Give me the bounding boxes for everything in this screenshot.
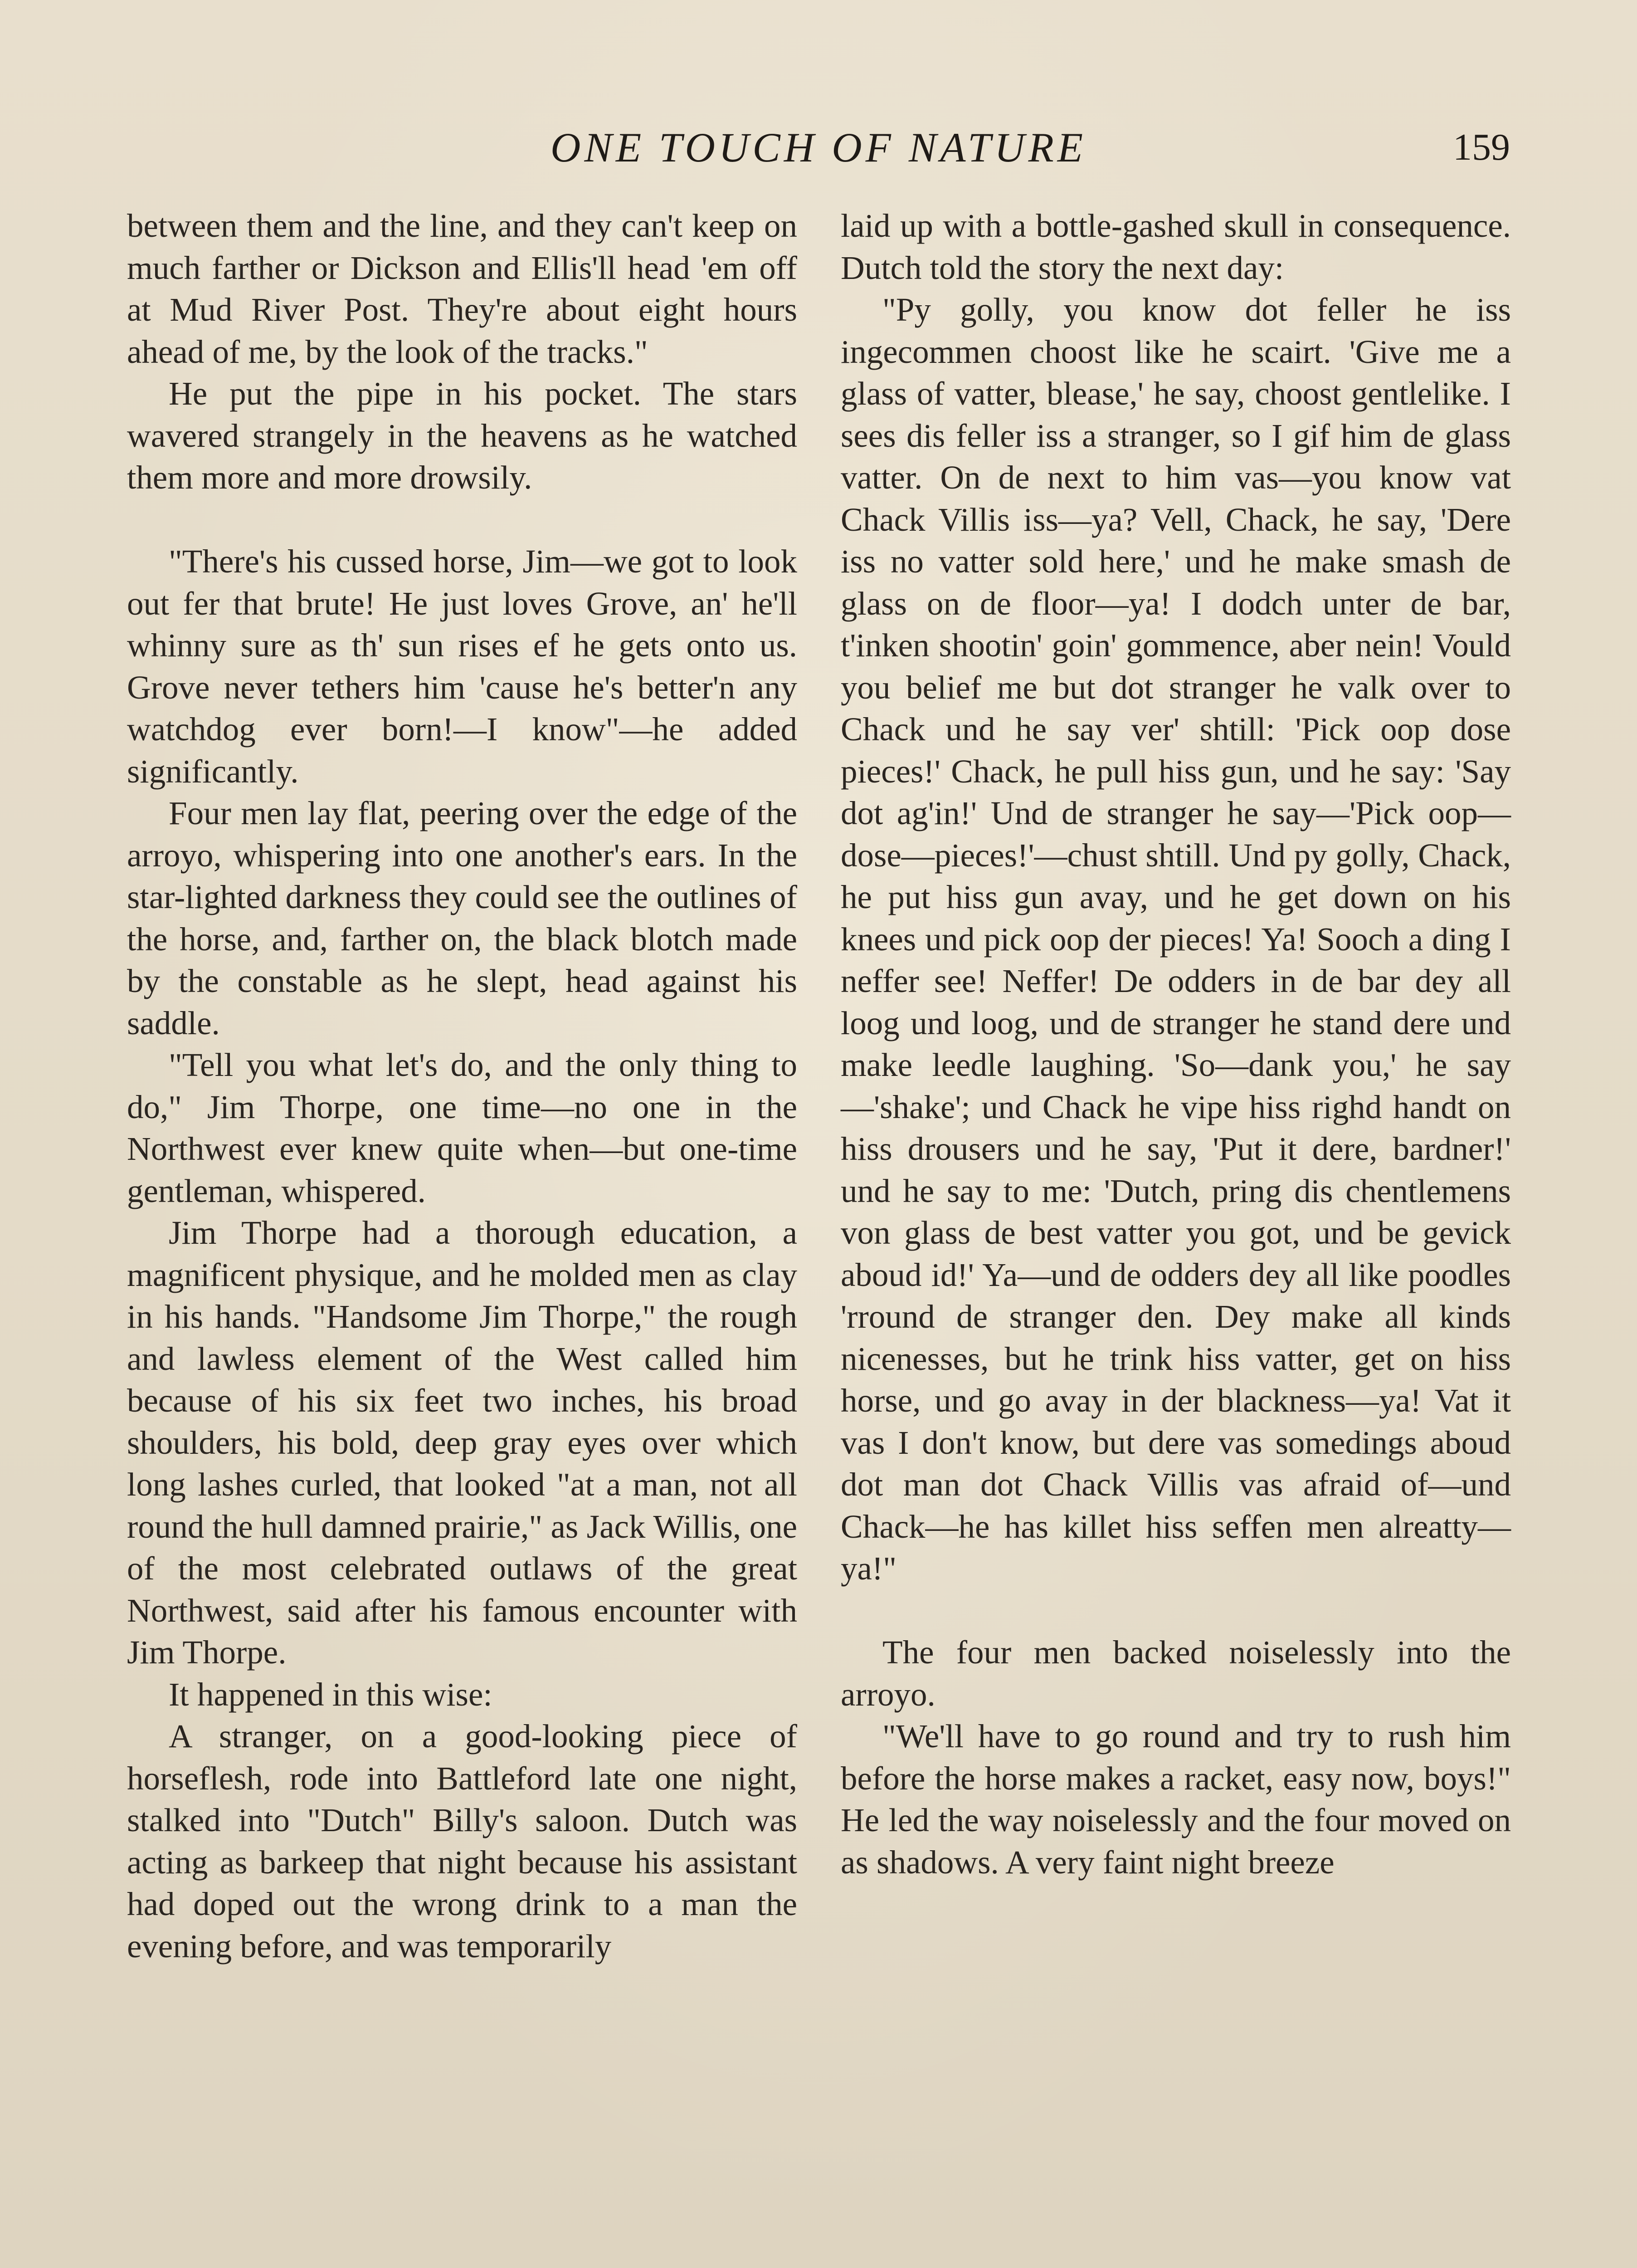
paragraph: A stranger, on a good-looking piece of horseflesh, rode into Battleford late one night, stalked into "Dutch" Billy's saloon. Dutch was acting as barkeep that night because his assistant had doped out the wrong drink to a man the evening before, and was temporarily <box>127 1718 797 1965</box>
paragraph: "Tell you what let's do, and the only thing to do," Jim Thorpe, one time—no one in the Northwest ever knew quite when—but one-time gentleman, whispered. <box>127 1046 797 1209</box>
page-header <box>127 118 1510 177</box>
paragraph: He put the pipe in his pocket. The stars wavered strangely in the heavens as he watched them more and more drowsily. <box>127 375 797 496</box>
paragraph: "There's his cussed horse, Jim—we got to look out fer that brute! He just loves Grove, an' he'll whinny sure as th' sun rises ef he gets onto us. Grove never tethers him 'cause he's better'n any watchdog ever born!—I know"—he added significantly. <box>127 543 797 790</box>
left-text-column <box>127 205 797 1967</box>
paragraph: Jim Thorpe had a thorough education, a magnificent physique, and he molded men as clay in his hands. "Handsome Jim Thorpe," the rough and lawless element of the West called him because of his six feet two inches, his broad shoulders, his bold, deep gray eyes over which long lashes curled, that looked "at a man, not all round the hull damned prairie," as Jack Willis, one of the most celebrated outlaws of the great Northwest, said after his famous encounter with Jim Thorpe. <box>127 1214 797 1671</box>
paragraph: The four men backed noiselessly into the arroyo. <box>841 1634 1511 1713</box>
paragraph: Four men lay flat, peering over the edge of the arroyo, whispering into one another's ears. In the star-lighted darkness they could see the outlines of the horse, and, farther on, the black blotch made by the constable as he slept, head against his saddle. <box>127 795 797 1041</box>
paragraph: It happened in this wise: <box>169 1676 492 1713</box>
right-text-column <box>841 205 1511 1883</box>
paragraph: laid up with a bottle-gashed skull in consequence. Dutch told the story the next day: <box>841 207 1511 286</box>
paragraph: "We'll have to go round and try to rush him before the horse makes a racket, easy now, boys!" He led the way noiselessly and the four moved on as shadows. A very faint night breeze <box>841 1718 1511 1881</box>
paragraph: "Py golly, you know dot feller he iss ingecommen choost like he scairt. 'Give me a glass of vatter, blease,' he say, choost gentlelike. I sees dis feller iss a stranger, so I gif him de glass vatter. On de next to him vas—you know vat Chack Villis iss—ya? Vell, Chack, he say, 'Dere iss no vatter sold here,' und he make smash de glass on de floor—ya! I dodch unter de bar, t'inken shootin' goin' gommence, aber nein! Vould you belief me but dot stranger he valk over to Chack und he say ver' shtill: 'Pick oop dose pieces!' Chack, he pull hiss gun, und he say: 'Say dot ag'in!' Und de stranger he say—'Pick oop—dose—pieces!'—chust shtill. Und py golly, Chack, he put hiss gun avay, und he get down on his knees und pick oop der pieces! Ya! Sooch a ding I neffer see! Neffer! De odders in de bar dey all loog und loog, und de stranger he stand dere und make leedle laughing. 'So—dank you,' he say—'shake'; und Chack he vipe hiss righd handt on hiss drousers und he say, 'Put it dere, bardner!' und he say to me: 'Dutch, pring dis chentlemens von glass de best vatter you got, und be gevick aboud id!' Ya—und de odders dey all like poodles 'rround de stranger den. Dey make all kinds nicenesses, but he trink hiss vatter, get on hiss horse, und go avay in der blackness—ya! Vat it vas I don't know, but dere vas somedings aboud dot man dot Chack Villis vas afraid of—und Chack—he has killet hiss seffen men alreatty—ya!" <box>841 291 1511 1587</box>
page-number: 159 <box>1453 126 1510 168</box>
paragraph: between them and the line, and they can't keep on much farther or Dickson and Ellis'll head 'em off at Mud River Post. They're about eight hours ahead of me, by the look of the tracks." <box>127 207 797 370</box>
running-title: ONE TOUCH OF NATURE <box>551 124 1086 171</box>
